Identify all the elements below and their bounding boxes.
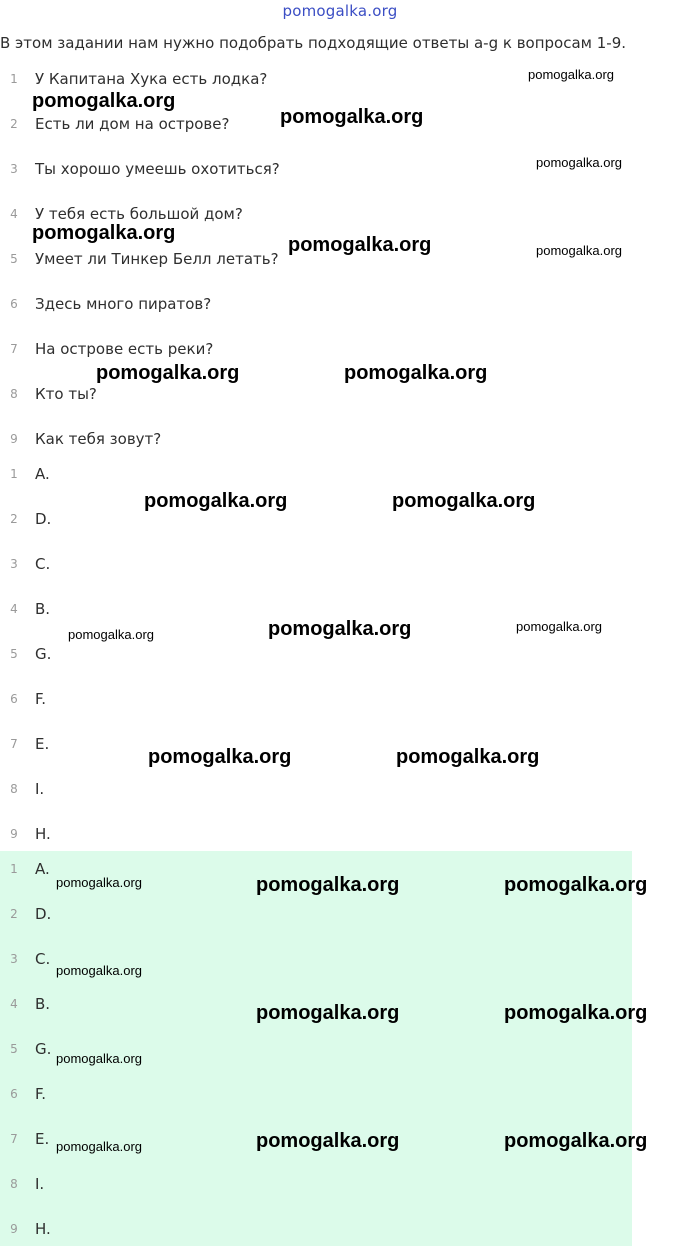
item-number: 2 — [10, 117, 18, 131]
question-item — [0, 112, 229, 136]
question-item — [0, 427, 161, 451]
item-number: 5 — [10, 1042, 18, 1056]
item-text: F. — [35, 1085, 46, 1103]
watermark: pomogalka.org — [32, 222, 176, 244]
item-text: H. — [35, 825, 51, 843]
item-text: I. — [35, 780, 45, 798]
answer-item — [0, 777, 44, 801]
watermark: pomogalka.org — [68, 627, 154, 642]
highlighted-answer-item — [0, 1172, 44, 1196]
item-text: G. — [35, 1040, 52, 1058]
item-number: 4 — [10, 207, 18, 221]
watermark: pomogalka.org — [504, 1130, 648, 1152]
answer-item — [0, 687, 46, 711]
watermark: pomogalka.org — [256, 1002, 400, 1024]
item-text: B. — [35, 995, 51, 1013]
highlighted-answer-item — [0, 1127, 49, 1151]
item-text: B. — [35, 600, 51, 618]
answer-item — [0, 507, 51, 531]
question-item — [0, 247, 279, 271]
item-number: 1 — [10, 467, 18, 481]
highlighted-answer-item — [0, 857, 50, 881]
item-text: Кто ты? — [35, 385, 97, 403]
item-number: 7 — [10, 1132, 18, 1146]
item-text: E. — [35, 1130, 50, 1148]
watermark: pomogalka.org — [528, 67, 614, 82]
item-text: A. — [35, 860, 50, 878]
answer-item — [0, 462, 50, 486]
item-number: 7 — [10, 737, 18, 751]
item-text: На острове есть реки? — [35, 340, 214, 358]
question-item — [0, 292, 211, 316]
item-number: 6 — [10, 692, 18, 706]
highlighted-answer-item — [0, 1217, 51, 1241]
item-number: 3 — [10, 952, 18, 966]
item-number: 8 — [10, 782, 18, 796]
item-number: 4 — [10, 602, 18, 616]
item-number: 5 — [10, 252, 18, 266]
highlighted-answer-item — [0, 992, 50, 1016]
item-number: 1 — [10, 72, 18, 86]
site-logo[interactable]: pomogalka.org — [282, 2, 398, 20]
item-text: Есть ли дом на острове? — [35, 115, 230, 133]
item-text: D. — [35, 510, 52, 528]
watermark: pomogalka.org — [280, 106, 424, 128]
item-number: 6 — [10, 1087, 18, 1101]
question-item — [0, 337, 213, 361]
item-number: 2 — [10, 907, 18, 921]
item-text: Как тебя зовут? — [35, 430, 162, 448]
answer-item — [0, 597, 50, 621]
watermark: pomogalka.org — [56, 1139, 142, 1154]
item-text: Здесь много пиратов? — [35, 295, 212, 313]
answer-item — [0, 732, 49, 756]
watermark: pomogalka.org — [536, 243, 622, 258]
watermark: pomogalka.org — [392, 490, 536, 512]
item-text: Ты хорошо умеешь охотиться? — [35, 160, 280, 178]
item-text: A. — [35, 465, 50, 483]
item-text: G. — [35, 645, 52, 663]
answer-item — [0, 552, 50, 576]
highlighted-answer-item — [0, 1082, 46, 1106]
answer-item — [0, 822, 51, 846]
item-number: 3 — [10, 557, 18, 571]
watermark: pomogalka.org — [268, 618, 412, 640]
item-text: H. — [35, 1220, 51, 1238]
item-number: 6 — [10, 297, 18, 311]
question-item — [0, 382, 97, 406]
item-text: I. — [35, 1175, 45, 1193]
item-number: 9 — [10, 827, 18, 841]
answer-item — [0, 642, 51, 666]
watermark: pomogalka.org — [396, 746, 540, 768]
watermark: pomogalka.org — [536, 155, 622, 170]
task-description: В этом задании нам нужно подобрать подходящие ответы a-g к вопросам 1-9. — [0, 34, 627, 52]
item-number: 9 — [10, 432, 18, 446]
watermark: pomogalka.org — [344, 362, 488, 384]
item-text: Умеет ли Тинкер Белл летать? — [35, 250, 279, 268]
watermark: pomogalka.org — [516, 619, 602, 634]
watermark: pomogalka.org — [144, 490, 288, 512]
item-number: 3 — [10, 162, 18, 176]
watermark: pomogalka.org — [256, 1130, 400, 1152]
question-item — [0, 67, 267, 91]
item-number: 5 — [10, 647, 18, 661]
watermark: pomogalka.org — [256, 874, 400, 896]
item-number: 9 — [10, 1222, 18, 1236]
item-number: 8 — [10, 1177, 18, 1191]
watermark: pomogalka.org — [56, 875, 142, 890]
item-text: C. — [35, 555, 51, 573]
highlighted-answer-item — [0, 1037, 51, 1061]
watermark: pomogalka.org — [504, 1002, 648, 1024]
item-text: У тебя есть большой дом? — [35, 205, 243, 223]
item-text: C. — [35, 950, 51, 968]
watermark: pomogalka.org — [56, 1051, 142, 1066]
item-text: E. — [35, 735, 50, 753]
watermark: pomogalka.org — [32, 90, 176, 112]
watermark: pomogalka.org — [96, 362, 240, 384]
watermark: pomogalka.org — [504, 874, 648, 896]
item-text: F. — [35, 690, 46, 708]
item-number: 2 — [10, 512, 18, 526]
item-number: 4 — [10, 997, 18, 1011]
item-number: 1 — [10, 862, 18, 876]
question-item — [0, 157, 280, 181]
watermark: pomogalka.org — [56, 963, 142, 978]
item-text: D. — [35, 905, 52, 923]
item-number: 8 — [10, 387, 18, 401]
item-text: У Капитана Хука есть лодка? — [35, 70, 268, 88]
item-number: 7 — [10, 342, 18, 356]
answer-highlight-block — [0, 851, 632, 1246]
highlighted-answer-item — [0, 947, 50, 971]
watermark: pomogalka.org — [148, 746, 292, 768]
watermark: pomogalka.org — [288, 234, 432, 256]
highlighted-answer-item — [0, 902, 51, 926]
